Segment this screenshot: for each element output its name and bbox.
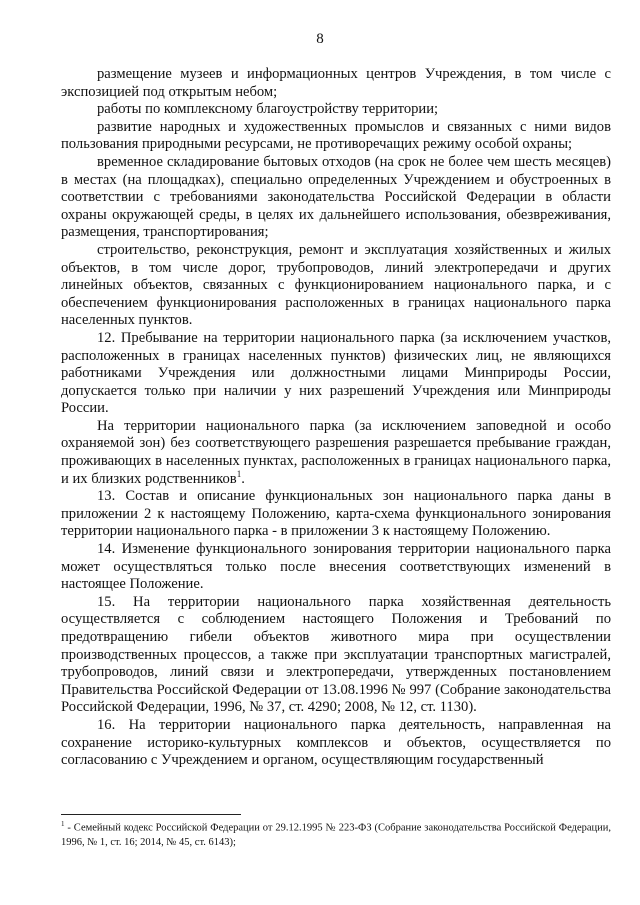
paragraph-14: 14. Изменение функционального зонирования территории национального парка может осуществляться только после внесения соответствующих изменений в настоящее Положение. — [61, 541, 611, 593]
footnote-reference: 1 — [236, 468, 242, 479]
paragraph-construction: строительство, реконструкция, ремонт и эксплуатация хозяйственных и жилых объектов, в том числе дорог, трубопроводов, линий электропередачи и других линейных объектов, связанных с функционированием национального парка, и с обеспечением функционирования расположенных в границах национального парка населенных пунктов. — [61, 241, 611, 329]
paragraph-waste-storage: временное складирование бытовых отходов (на срок не более чем шесть месяцев) в местах (на площадках), специально определенных Учреждением и обустроенных в соответствии с требованиями законодательства Российской Федерации в области охраны окружающей среды, в целях их дальнейшего использования, обезвреживания, размещения, транспортирования; — [61, 153, 611, 241]
paragraph-museums: размещение музеев и информационных центров Учреждения, в том числе с экспозицией под открытым небом; — [61, 66, 611, 100]
paragraph-15: 15. На территории национального парка хозяйственная деятельность осуществляется с соблюдением настоящего Положения и Требований по предотвращению гибели объектов животного мира при осуществлении производственных процессов, а также при эксплуатации транспортных магистралей, трубопроводов, линий связи и электропередачи, утвержденных постановлением Правительства Российской Федерации от 13.08.1996 № 997 (Собрание законодательства Российской Федерации, 1996, № 37, ст. 4290; 2008, № 12, ст. 1130). — [61, 593, 611, 716]
paragraph-residents-text: На территории национального парка (за исключением заповедной и особо охраняемой зон) без соответствующего разрешения разрешается пребывание граждан, проживающих в населенных пунктах, расположенных в границах национального парка, и их близких родственников — [61, 417, 611, 487]
footnote-marker: 1 — [61, 820, 65, 828]
footnote-divider — [61, 814, 241, 815]
paragraph-landscaping: работы по комплексному благоустройству территории; — [97, 101, 439, 118]
paragraph-12: 12. Пребывание на территории национального парка (за исключением участков, расположенных в границах населенных пунктов) физических лиц, не являющихся работниками Учреждения или должностными лицами Минприроды России, допускается только при наличии у них разрешений Учреждения или Минприроды России. — [61, 329, 611, 417]
paragraph-16: 16. На территории национального парка деятельность, направленная на сохранение историко-культурных комплексов и объектов, осуществляется по согласованию с Учреждением и органом, осуществляющим государственный — [61, 716, 611, 769]
footnote-text: - Семейный кодекс Российской Федерации от 29.12.1995 № 223-ФЗ (Собрание законодательства Российской Федерации, 1996, № 1, ст. 16; 2014, № 45, ст. 6143); — [61, 822, 611, 848]
paragraph-residents — [61, 418, 611, 488]
paragraph-crafts: развитие народных и художественных промыслов и связанных с ними видов пользования природными ресурсами, не противоречащих режиму особой охраны; — [61, 118, 611, 153]
paragraph-residents-end: . — [241, 470, 245, 487]
page-number: 8 — [316, 31, 324, 47]
paragraph-13: 13. Состав и описание функциональных зон национального парка даны в приложении 2 к настоящему Положению, карта-схема функционального зонирования территории национального парка - в приложении 3 к настоящему Положению. — [61, 488, 611, 540]
document-body — [61, 66, 611, 770]
footnote — [61, 817, 611, 850]
